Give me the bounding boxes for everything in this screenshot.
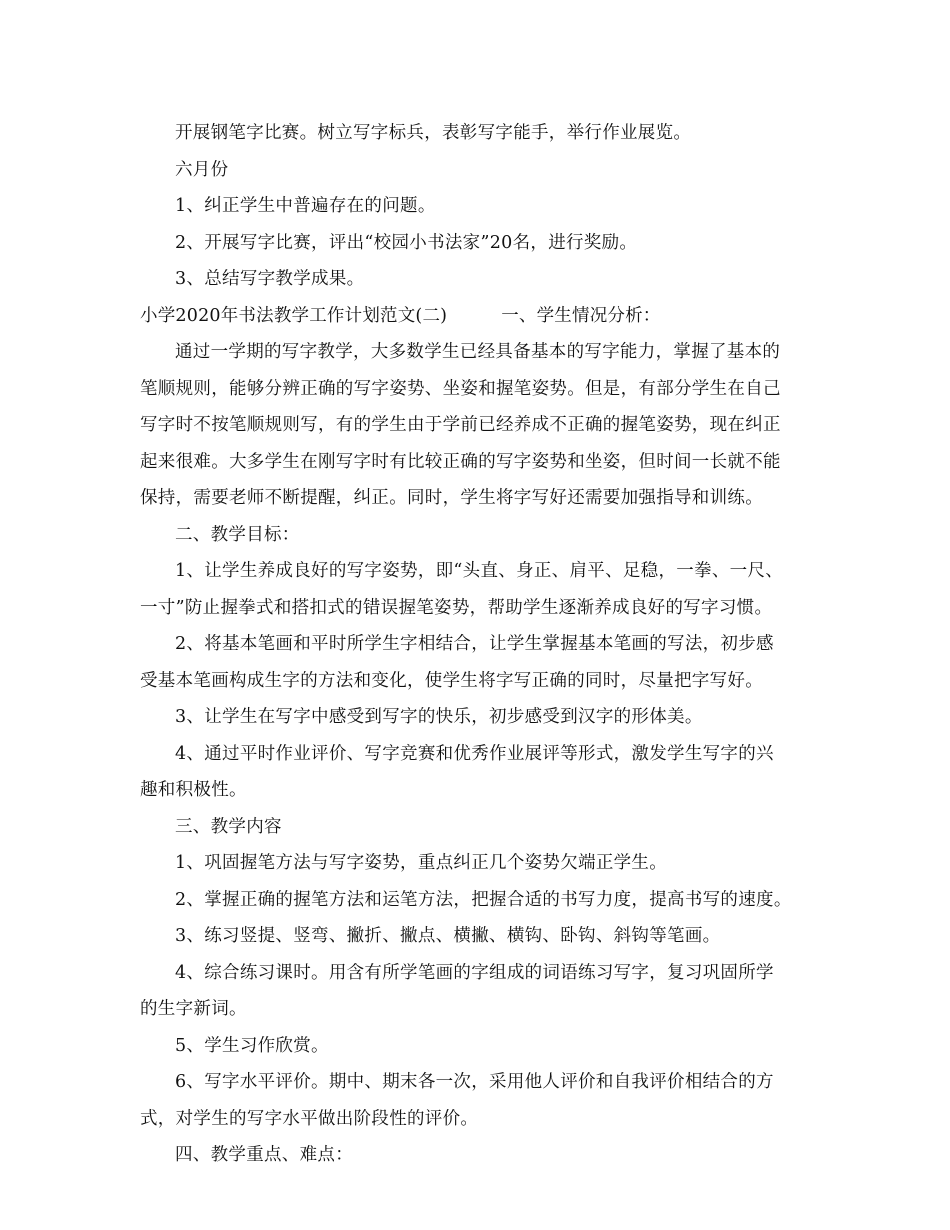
section-heading: 六月份	[175, 159, 229, 180]
section-heading: 四、教学重点、难点：	[175, 1145, 353, 1165]
paragraph-line: 通过一学期的写字教学，大多数学生已经具备基本的写字能力，掌握了基本的	[175, 342, 781, 362]
paragraph-line: 趣和积极性。	[140, 780, 247, 800]
list-item: 5、学生习作欣赏。	[175, 1035, 329, 1056]
list-item: 4、综合练习课时。用含有所学笔画的字组成的词语练习写字，复习巩固所学	[175, 962, 774, 983]
paragraph-line: 笔顺规则，能够分辨正确的写字姿势、坐姿和握笔姿势。但是，有部分学生在自己	[140, 378, 781, 399]
paragraph-line: 起来很难。大多学生在刚写字时有比较正确的写字姿势和坐姿，但时间一长就不能	[140, 451, 781, 472]
list-item: 1、让学生养成良好的写字姿势，即“头直、身正、肩平、足稳，一拳、一尺、	[175, 561, 784, 581]
paragraph-line: 式，对学生的写字水平做出阶段性的评价。	[140, 1108, 479, 1129]
list-item: 3、让学生在写字中感受到写字的快乐，初步感受到汉字的形体美。	[175, 707, 703, 727]
section-heading: 二、教学目标：	[175, 524, 300, 545]
list-item: 3、总结写字教学成果。	[175, 269, 365, 289]
document-body	[140, 115, 820, 1174]
section-heading: 一、学生情况分析：	[501, 305, 661, 326]
list-item: 2、掌握正确的握笔方法和运笔方法，把握合适的书写力度，提高书写的速度。	[175, 889, 792, 910]
paragraph-line: 一寸”防止握拳式和搭扣式的错误握笔姿势，帮助学生逐渐养成良好的写字习惯。	[140, 597, 773, 618]
paragraph-line: 写字时不按笔顺规则写，有的学生由于学前已经养成不正确的握笔姿势，现在纠正	[140, 415, 781, 435]
document-title-line	[140, 298, 820, 335]
paragraph-line: 受基本笔画构成生字的方法和变化，使学生将字写正确的同时，尽量把字写好。	[140, 670, 763, 691]
list-item: 1、纠正学生中普遍存在的问题。	[175, 196, 436, 216]
list-item: 6、写字水平评价。期中、期末各一次，采用他人评价和自我评价相结合的方	[175, 1072, 774, 1092]
section-heading: 三、教学内容	[175, 816, 282, 837]
list-item: 4、通过平时作业评价、写字竞赛和优秀作业展评等形式，激发学生写字的兴	[175, 743, 774, 764]
paragraph-line: 开展钢笔字比赛。树立写字标兵，表彰写字能手，举行作业展览。	[175, 123, 692, 143]
paragraph-line: 的生字新词。	[140, 999, 247, 1019]
list-item: 2、将基本笔画和平时所学生字相结合，让学生掌握基本笔画的写法，初步感	[175, 634, 774, 654]
list-item: 3、练习竖提、竖弯、撇折、撇点、横撇、横钩、卧钩、斜钩等笔画。	[175, 926, 721, 946]
paragraph-line: 保持，需要老师不断提醒，纠正。同时，学生将字写好还需要加强指导和训练。	[140, 488, 763, 508]
list-item: 2、开展写字比赛，评出“校园小书法家”20名，进行奖励。	[175, 232, 638, 253]
document-title: 小学2020年书法教学工作计划范文(二)	[140, 305, 448, 326]
list-item: 1、巩固握笔方法与写字姿势，重点纠正几个姿势欠端正学生。	[175, 853, 668, 873]
